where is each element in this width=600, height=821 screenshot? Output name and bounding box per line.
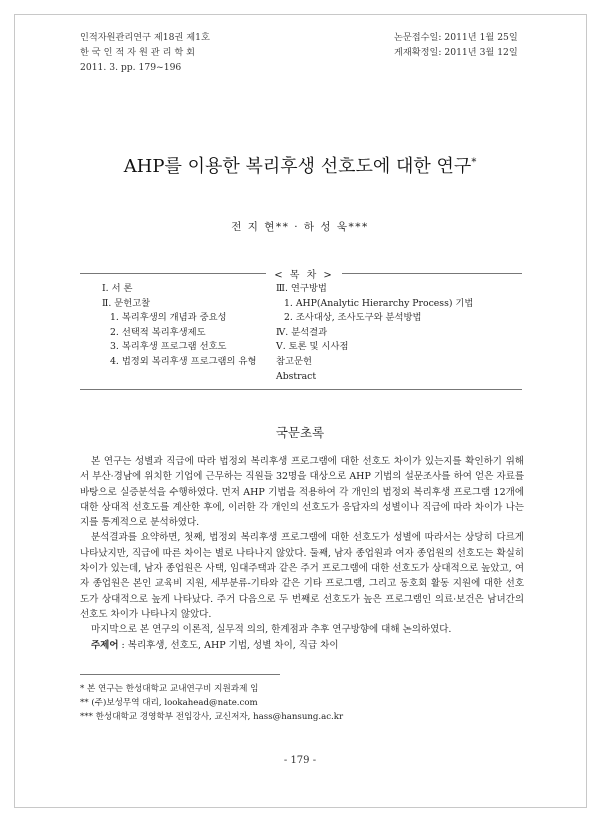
footnote-rule (80, 674, 280, 675)
toc-left-column (102, 282, 256, 370)
abstract-paragraph: 분석결과를 요약하면, 첫째, 법정외 복리후생 프로그램에 대한 선호도가 성별에 따라서는 상당히 다르게 나타났지만, 직급에 따른 차이는 별로 나타나지 않았다. 둘째, 남자 종업원과 여자 종업원의 선호도는 확실히 차이가 있는데, 남자 종업원은 사택, 임대주택과 같은 주거 프로그램에 대한 선호도가 상대적으로 높았고, 여자 종업원은 본인 교육비 지원, 세부분류-기타와 같은 기타 프로그램, 그리고 동호회 활동 지원에 대한 선호도가 상대적으로 높게 나타났다. 주거 다음으로 두 번째로 선호도가 높은 프로그램인 의료·보건은 남녀간의 선호도 차이가 나타나지 않았다. (80, 532, 524, 620)
toc-item: 1. 복리후생의 개념과 중요성 (110, 312, 227, 324)
toc-item: Abstract (276, 370, 317, 382)
abstract-paragraph: 마지막으로 본 연구의 이론적, 실무적 의의, 한계점과 추후 연구방향에 대해 논의하였다. (91, 624, 452, 636)
table-of-contents (80, 270, 522, 390)
title-footnote-mark: * (471, 157, 477, 168)
toc-right-column (276, 282, 473, 384)
toc-item: 2. 선택적 복리후생제도 (110, 326, 206, 338)
abstract-body (80, 454, 524, 653)
toc-item: Ⅴ. 토론 및 시사점 (276, 341, 349, 353)
keywords-list: : 복리후생, 선호도, AHP 기법, 성별 차이, 직급 차이 (118, 639, 339, 651)
journal-info (80, 30, 210, 75)
footnote-author1: ** (주)보성무역 대리, lookahead@nate.com (80, 698, 258, 708)
toc-heading: < 목 차 > (266, 266, 342, 281)
abstract-heading: 국문초록 (275, 425, 325, 440)
toc-item: 2. 조사대상, 조사도구와 분석방법 (284, 312, 422, 324)
toc-item: 1. AHP(Analytic Hierarchy Process) 기법 (284, 297, 474, 309)
society-name: 한 국 인 적 자 원 관 리 학 회 (80, 47, 196, 58)
footnote-funding: * 본 연구는 한성대학교 교내연구비 지원과제 임 (80, 684, 259, 694)
toc-item: Ⅲ. 연구방법 (276, 283, 327, 294)
toc-item: Ⅳ. 분석결과 (276, 326, 328, 338)
authors: 전 지 현** · 하 성 욱*** (231, 221, 369, 233)
abstract-paragraph: 본 연구는 성별과 직급에 따라 법정외 복리후생 프로그램에 대한 선호도 차이가 있는지를 확인하기 위해서 부산·경남에 위치한 기업에 근무하는 직원들 32명을 대상으로 AHP 기법의 설문조사를 하여 얻은 자료를 바탕으로 실증분석을 수행하였다. 먼저 AHP 기법을 적용하여 각 개인의 법정외 복리후생 프로그램 12개에 대한 상대적 선호도를 계산한 후에, 이러한 각 개인의 선호도가 응답자의 성별이나 직급에 따라 차이가 나는지를 통계적으로 분석하였다. (80, 456, 524, 529)
toc-item: Ⅱ. 문헌고찰 (102, 297, 151, 309)
toc-item: 참고문헌 (276, 355, 312, 367)
accepted-date: 게재확정일: 2011년 3월 12일 (394, 47, 518, 58)
page-number: - 179 - (283, 755, 317, 766)
received-date: 논문접수일: 2011년 1월 25일 (394, 32, 518, 43)
toc-item: 3. 복리후생 프로그램 선호도 (110, 341, 227, 353)
journal-name: 인적자원관리연구 제18권 제1호 (80, 32, 210, 43)
keywords (80, 638, 524, 653)
submission-dates (394, 30, 518, 60)
issue-pages: 2011. 3. pp. 179~196 (80, 62, 182, 73)
toc-item: 4. 법정외 복리후생 프로그램의 유형 (110, 355, 257, 367)
keywords-label: 주제어 (91, 639, 119, 651)
footnotes (80, 682, 343, 724)
toc-item: Ⅰ. 서 론 (102, 283, 133, 294)
footnote-author2: *** 한성대학교 경영학부 전임강사, 교신저자, hass@hansung.ac.kr (80, 712, 344, 722)
paper-title (0, 152, 600, 178)
title-text: AHP를 이용한 복리후생 선호도에 대한 연구 (123, 156, 472, 177)
